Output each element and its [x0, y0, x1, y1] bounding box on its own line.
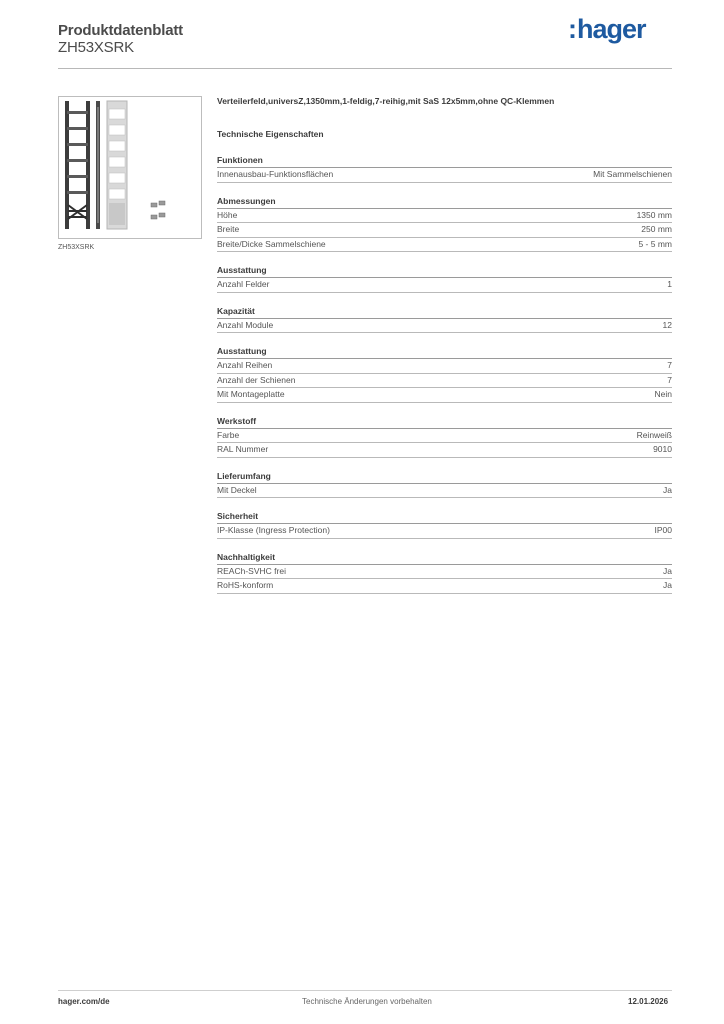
property-row — [217, 359, 672, 374]
property-label: Breite — [217, 224, 240, 234]
property-row — [217, 579, 672, 594]
section-title: Werkstoff — [217, 416, 672, 429]
property-value: Mit Sammelschienen — [593, 169, 672, 179]
property-section — [217, 552, 672, 594]
property-row — [217, 319, 672, 334]
image-caption: ZH53XSRK — [58, 244, 95, 251]
section-title: Lieferumfang — [217, 471, 672, 484]
property-section — [217, 306, 672, 334]
section-title: Kapazität — [217, 306, 672, 319]
footer-date: 12.01.2026 — [628, 997, 669, 1006]
property-section — [217, 346, 672, 403]
property-label: Breite/Dicke Sammelschiene — [217, 238, 326, 249]
footer-divider — [58, 990, 672, 991]
property-row — [217, 168, 672, 183]
property-value: 5 - 5 mm — [638, 238, 672, 249]
property-value: Nein — [654, 389, 672, 399]
property-label: Mit Deckel — [217, 484, 257, 495]
property-label: Mit Montageplatte — [217, 389, 285, 399]
product-code: ZH53XSRK — [58, 39, 134, 56]
property-row — [217, 429, 672, 444]
property-row — [217, 374, 672, 389]
property-label: Anzahl Module — [217, 319, 274, 330]
section-title: Sicherheit — [217, 511, 672, 524]
property-row — [217, 484, 672, 499]
property-value: 1 — [667, 279, 672, 289]
property-value: 7 — [667, 360, 672, 370]
hager-logo: :hager — [568, 14, 646, 44]
page-title: Produktdatenblatt — [58, 22, 183, 39]
section-title: Nachhaltigkeit — [217, 552, 672, 565]
product-details — [217, 96, 672, 594]
property-value: Reinweiß — [636, 429, 672, 440]
property-value: Ja — [663, 484, 672, 495]
property-row — [217, 388, 672, 403]
footer-notice: Technische Änderungen vorbehalten — [302, 997, 432, 1006]
property-row — [217, 524, 672, 539]
property-value: 250 mm — [641, 224, 672, 234]
header-divider — [58, 68, 672, 69]
product-description: Verteilerfeld,universZ,1350mm,1-feldig,7-reihig,mit SaS 12x5mm,ohne QC-Klemmen — [217, 96, 555, 106]
property-value: Ja — [663, 580, 672, 590]
section-title: Ausstattung — [217, 265, 672, 278]
property-label: Höhe — [217, 209, 238, 220]
property-value: 12 — [662, 319, 672, 330]
property-label: Anzahl Felder — [217, 279, 270, 289]
tech-properties-title: Technische Eigenschaften — [217, 129, 324, 139]
property-value: IP00 — [654, 525, 672, 535]
property-label: IP-Klasse (Ingress Protection) — [217, 525, 330, 535]
property-row — [217, 278, 672, 293]
property-label: REACh-SVHC frei — [217, 565, 286, 576]
property-section — [217, 416, 672, 458]
section-title: Ausstattung — [217, 346, 672, 359]
logo-text: hager — [577, 14, 646, 44]
property-row — [217, 565, 672, 580]
section-title: Abmessungen — [217, 196, 672, 209]
property-row — [217, 238, 672, 253]
property-label: RoHS-konform — [217, 580, 274, 590]
property-label: Anzahl Reihen — [217, 360, 273, 370]
property-value: 1350 mm — [636, 209, 672, 220]
section-title: Funktionen — [217, 155, 672, 168]
property-label: Farbe — [217, 429, 240, 440]
property-row — [217, 443, 672, 458]
property-value: 7 — [667, 374, 672, 385]
property-section — [217, 265, 672, 293]
property-label: RAL Nummer — [217, 444, 269, 454]
product-image — [58, 96, 202, 239]
property-section — [217, 155, 672, 183]
property-section — [217, 471, 672, 499]
property-row — [217, 209, 672, 224]
distribution-panel-illustration — [59, 97, 201, 238]
properties-sections — [217, 155, 672, 594]
property-label: Anzahl der Schienen — [217, 374, 296, 385]
property-value: Ja — [663, 565, 672, 576]
property-section — [217, 511, 672, 539]
property-section — [217, 196, 672, 253]
property-row — [217, 223, 672, 238]
property-label: Innenausbau-Funktionsflächen — [217, 169, 334, 179]
footer-website-link[interactable]: hager.com/de — [58, 997, 110, 1006]
property-value: 9010 — [653, 444, 672, 454]
